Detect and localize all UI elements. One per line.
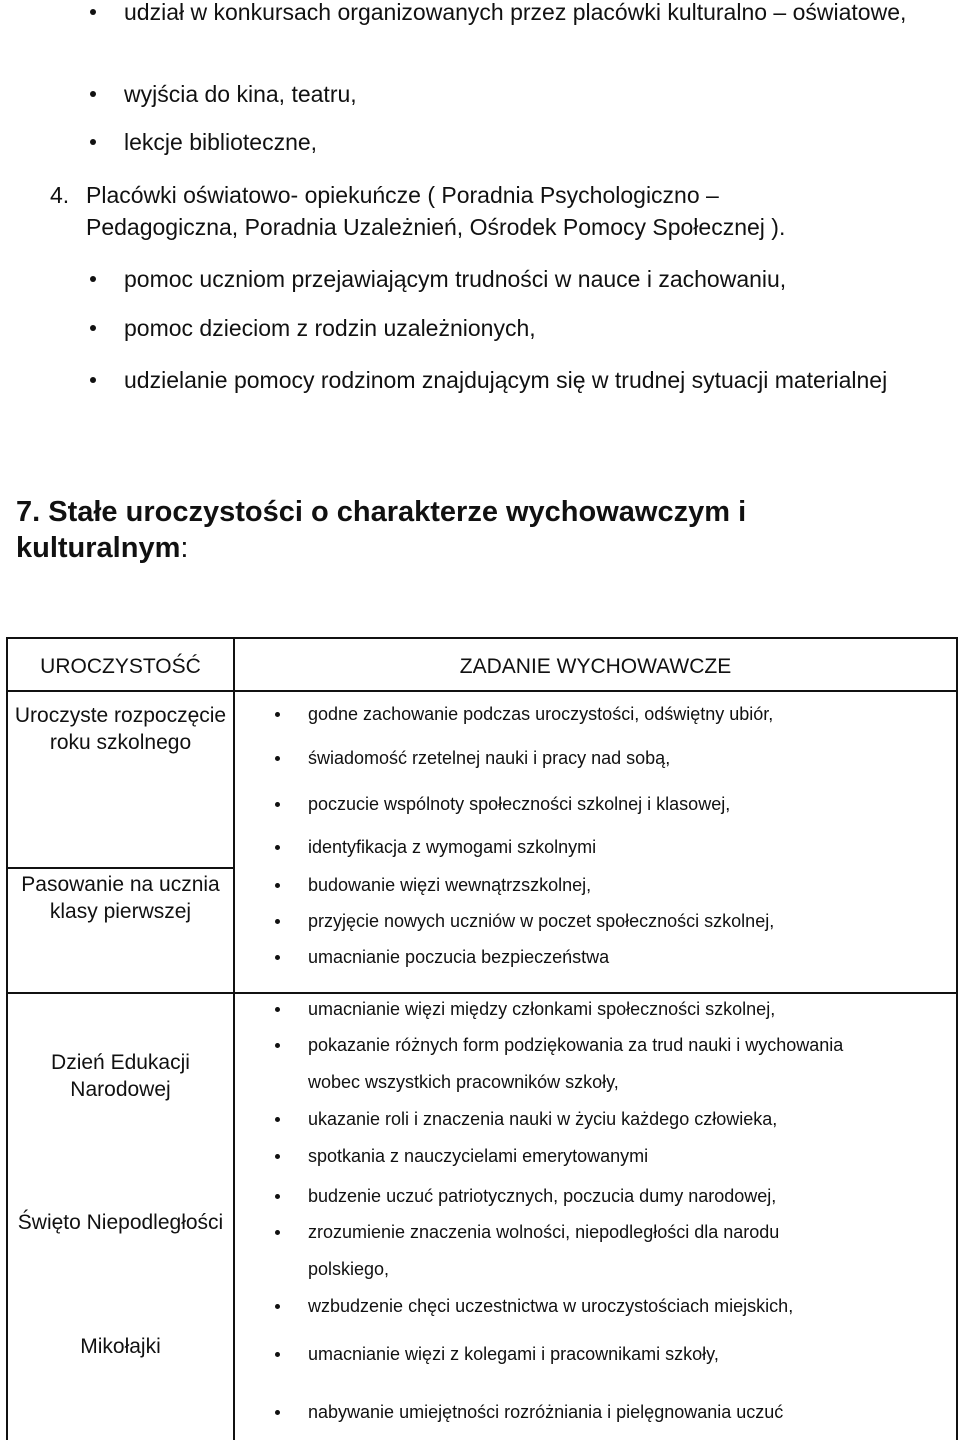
list-item <box>124 126 924 158</box>
task-item: budowanie więzi wewnątrzszkolnej, <box>308 873 591 897</box>
event-cell: Uroczyste rozpoczęcie roku szkolnego <box>14 704 227 754</box>
header-cell-ceremony: UROCZYSTOŚĆ <box>40 655 201 678</box>
task-item: nabywanie umiejętności rozróżniania i pielęgnowania uczuć <box>308 1400 783 1424</box>
bullet-icon <box>275 845 280 850</box>
row-divider <box>8 992 956 994</box>
event-cell: Pasowanie na ucznia klasy pierwszej <box>21 873 220 923</box>
list-item <box>124 364 914 396</box>
item-number: 4. <box>50 182 70 208</box>
bullet-icon <box>90 377 96 383</box>
bullet-icon <box>275 1117 280 1122</box>
bullet-icon <box>275 1230 280 1235</box>
bullet-icon <box>90 91 96 97</box>
list-item-text: wyjścia do kina, teatru, <box>124 81 357 107</box>
header-cell-task: ZADANIE WYCHOWAWCZE <box>459 655 732 678</box>
bullet-icon <box>275 1194 280 1199</box>
list-item-text: pomoc dzieciom z rodzin uzależnionych, <box>124 315 536 341</box>
bullet-icon <box>275 1304 280 1309</box>
event-cell: Mikołajki <box>80 1335 161 1358</box>
task-item: świadomość rzetelnej nauki i pracy nad sobą, <box>308 746 670 770</box>
bullet-icon <box>90 9 96 15</box>
task-item: budzenie uczuć patriotycznych, poczucia dumy narodowej, <box>308 1184 776 1208</box>
bullet-icon <box>275 1007 280 1012</box>
bullet-icon <box>90 325 96 331</box>
task-item-continuation: wobec wszystkich pracowników szkoły, <box>308 1072 619 1092</box>
task-item-continuation: polskiego, <box>308 1259 390 1279</box>
bullet-icon <box>275 1352 280 1357</box>
task-item: spotkania z nauczycielami emerytowanymi <box>308 1144 648 1168</box>
item-text: Placówki oświatowo- opiekuńcze ( Poradnia Psychologiczno – Pedagogiczna, Poradnia Uzależnień, Ośrodek Pomocy Społecznej ). <box>86 182 786 240</box>
bullet-icon <box>275 1043 280 1048</box>
list-item-text: udzielanie pomocy rodzinom znajdującym się w trudnej sytuacji materialnej <box>124 367 888 393</box>
task-item: poczucie wspólnoty społeczności szkolnej i klasowej, <box>308 792 730 816</box>
task-item: umacnianie więzi z kolegami i pracownikami szkoły, <box>308 1342 719 1366</box>
task-item: przyjęcie nowych uczniów w poczet społeczności szkolnej, <box>308 909 774 933</box>
section-heading-colon: : <box>180 532 189 564</box>
task-item: zrozumienie znaczenia wolności, niepodległości dla narodu <box>308 1220 779 1244</box>
bullet-icon <box>275 1410 280 1415</box>
bullet-icon <box>275 756 280 761</box>
row-divider <box>8 867 233 869</box>
section-heading <box>16 494 896 566</box>
list-item-text: lekcje biblioteczne, <box>124 129 318 155</box>
list-item-text: pomoc uczniom przejawiającym trudności w nauce i zachowaniu, <box>124 266 787 292</box>
task-item: ukazanie roli i znaczenia nauki w życiu każdego człowieka, <box>308 1107 777 1131</box>
task-item: umacnianie więzi między członkami społeczności szkolnej, <box>308 997 775 1021</box>
task-item: wzbudzenie chęci uczestnictwa w uroczystościach miejskich, <box>308 1294 793 1318</box>
list-item-text: udział w konkursach organizowanych przez placówki kulturalno – oświatowe, <box>124 0 907 25</box>
event-cell: Święto Niepodległości <box>17 1211 224 1234</box>
task-item: godne zachowanie podczas uroczystości, odświętny ubiór, <box>308 702 773 726</box>
task-item: identyfikacja z wymogami szkolnymi <box>308 835 596 859</box>
event-cell: Dzień Edukacji Narodowej <box>51 1051 190 1101</box>
list-item <box>124 263 924 295</box>
list-item <box>124 0 924 28</box>
numbered-item <box>50 179 866 243</box>
ceremonies-table <box>6 637 958 1440</box>
bullet-icon <box>90 276 96 282</box>
bullet-icon <box>275 1154 280 1159</box>
header-divider <box>8 690 956 692</box>
task-item: umacnianie poczucia bezpieczeństwa <box>308 945 609 969</box>
bullet-icon <box>275 712 280 717</box>
section-heading-text: 7. Stałe uroczystości o charakterze wychowawczym i kulturalnym <box>16 496 747 564</box>
bullet-icon <box>275 919 280 924</box>
bullet-icon <box>90 139 96 145</box>
column-divider <box>233 639 235 1440</box>
task-item: pokazanie różnych form podziękowania za trud nauki i wychowania <box>308 1033 843 1057</box>
bullet-icon <box>275 955 280 960</box>
list-item <box>124 312 924 344</box>
list-item <box>124 78 924 110</box>
bullet-icon <box>275 802 280 807</box>
bullet-icon <box>275 883 280 888</box>
